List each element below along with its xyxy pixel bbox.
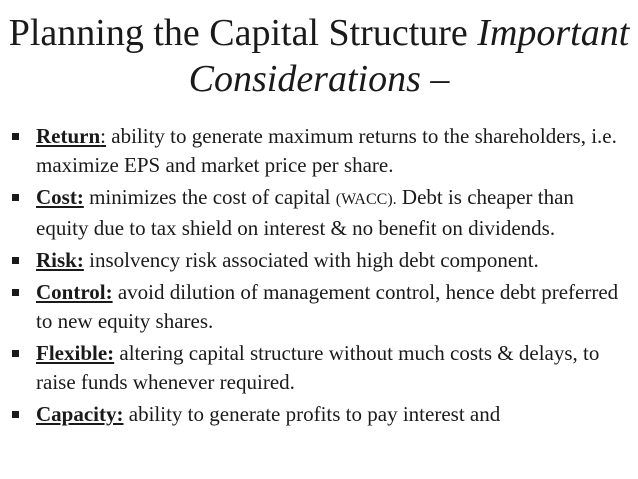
title-main: Planning the Capital Structure (8, 12, 478, 54)
bullet-list (10, 122, 620, 432)
square-bullet-icon (12, 257, 19, 264)
bullet-text: altering capital structure without much costs & delays, to raise funds whenever required. (36, 341, 600, 394)
bullet-term: Cost: (36, 185, 84, 209)
title-italic-1: Important (477, 12, 630, 54)
bullet-term: Risk: (36, 248, 84, 272)
slide-title (0, 10, 638, 102)
bullet-text: Debt is cheaper than equity due to tax shield on interest & no benefit on dividends. (36, 185, 574, 240)
square-bullet-icon (12, 194, 19, 201)
bullet-term: Return (36, 124, 101, 148)
bullet-control (10, 278, 620, 336)
bullet-abbrev: (WACC). (335, 191, 397, 208)
bullet-term: Flexible: (36, 341, 115, 365)
bullet-risk (10, 246, 620, 275)
bullet-term: Capacity: (36, 402, 124, 426)
title-italic-2: Considerations – (188, 58, 450, 100)
bullet-text: insolvency risk associated with high debt component. (83, 248, 539, 272)
bullet-text: avoid dilution of management control, hence debt preferred to new equity shares. (36, 280, 619, 333)
bullet-text: minimizes the cost of capital (83, 185, 336, 209)
bullet-return (10, 122, 620, 180)
bullet-capacity (10, 400, 620, 429)
bullet-cost (10, 183, 620, 243)
square-bullet-icon (12, 289, 19, 296)
bullet-text: ability to generate profits to pay interest and (123, 402, 501, 426)
bullet-text: ability to generate maximum returns to the shareholders, i.e. maximize EPS and market price per share. (36, 124, 617, 177)
bullet-term: Control: (36, 280, 113, 304)
square-bullet-icon (12, 133, 19, 140)
square-bullet-icon (12, 350, 19, 357)
square-bullet-icon (12, 411, 19, 418)
bullet-term-separator: : (100, 124, 107, 148)
bullet-flexible (10, 339, 620, 397)
